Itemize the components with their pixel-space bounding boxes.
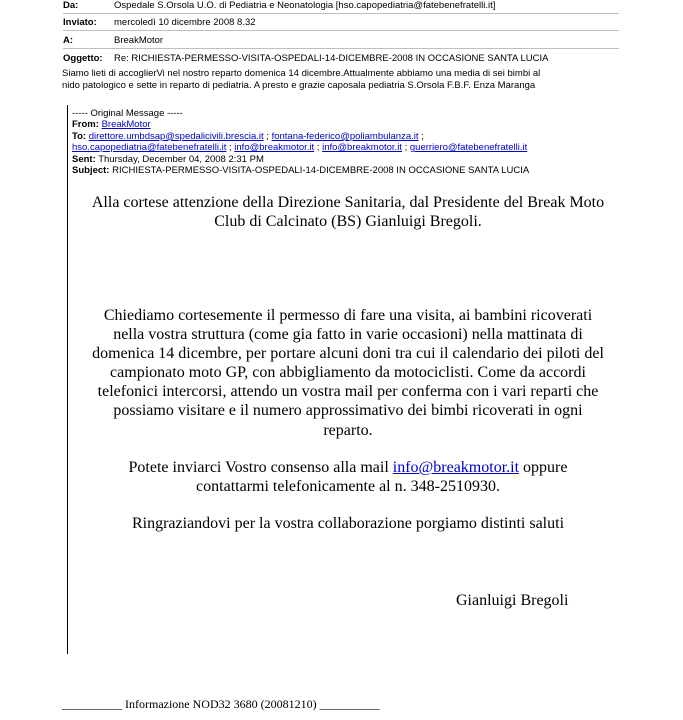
- header-divider: [63, 48, 619, 49]
- to-address-link[interactable]: guerriero@fatebenefratelli.it: [409, 142, 528, 154]
- original-from-label: From:: [72, 119, 99, 131]
- letter-line: possiamo visitare e il numero approssimativo dei bimbi ricoverati in ogni: [113, 402, 583, 420]
- letter-line: contattarmi telefonicamente al n. 348-2510930.: [196, 478, 500, 496]
- letter-line: campionato moto GP, con abbigliamento da motociclisti. Come da accordi: [110, 364, 586, 382]
- reply-line: nido patologico e sette in reparto di pediatria. A presto e grazie caposala pediatria S.Orsola F.B.F. Enza Maranga: [62, 80, 536, 91]
- to-separator: ;: [418, 130, 424, 142]
- header-sent-label: Inviato:: [63, 17, 97, 28]
- letter-line: Ringraziandovi per la vostra collaborazione porgiamo distinti saluti: [131, 515, 565, 532]
- to-address-link[interactable]: info@breakmotor.it: [234, 142, 315, 154]
- original-sent-value: Thursday, December 04, 2008 2:31 PM: [98, 153, 264, 165]
- letter-line: [68, 458, 628, 477]
- original-sent-row: [72, 154, 632, 165]
- letter-line: Alla cortese attenzione della Direzione Sanitaria, dal Presidente del Break Moto: [91, 194, 605, 211]
- header-to-value: BreakMotor: [114, 35, 164, 46]
- letter-line: domenica 14 dicembre, per portare alcuni doni tra cui il calendario dei piloti del: [92, 345, 604, 363]
- original-subject-row: [72, 165, 632, 176]
- header-sent-value: mercoledì 10 dicembre 2008 8.32: [114, 17, 256, 28]
- letter-line: telefonici intercorsi, attendo un vostra mail per conferma con i vari reparti che: [97, 383, 599, 401]
- to-address-link[interactable]: info@breakmotor.it: [322, 142, 402, 154]
- original-sent-label: Sent:: [72, 153, 96, 165]
- header-subject-value: Re: RICHIESTA-PERMESSO-VISITA-OSPEDALI-14-DICEMBRE-2008 IN OCCASIONE SANTA LUCIA: [114, 53, 549, 64]
- letter-line: Chiediamo cortesemente il permesso di fare una visita, ai bambini ricoverati: [103, 307, 593, 324]
- to-separator: ;: [263, 130, 272, 142]
- header-divider: [63, 30, 619, 31]
- original-heading: ----- Original Message -----: [72, 108, 183, 119]
- original-subject-value: RICHIESTA-PERMESSO-VISITA-OSPEDALI-14-DICEMBRE-2008 IN OCCASIONE SANTA LUCIA: [112, 165, 530, 177]
- header-divider: [63, 13, 619, 14]
- letter-greeting: [68, 193, 628, 231]
- header-subject-label: Oggetto:: [63, 53, 103, 64]
- consent-text: oppure: [519, 459, 568, 476]
- to-separator: ;: [401, 142, 410, 154]
- letter-signature: Gianluigi Bregoli: [456, 592, 569, 609]
- header-from-label: Da:: [63, 0, 79, 11]
- consent-email-link[interactable]: info@breakmotor.it: [392, 459, 520, 476]
- antivirus-footer: __________ Informazione NOD32 3680 (20081210) __________: [62, 697, 380, 711]
- to-address-link[interactable]: direttore.umbdsap@spedalicivili.brescia.it: [88, 130, 264, 142]
- consent-text: Potete inviarci Vostro consenso alla mail: [128, 459, 393, 476]
- original-to-row-continued: [72, 142, 632, 153]
- reply-line: Siamo lieti di accoglierVi nel nostro reparto domenica 14 dicembre.Attualmente abbiamo una media di sei bimbi al: [62, 68, 541, 79]
- original-to-label: To:: [72, 130, 87, 142]
- to-separator: ;: [226, 142, 235, 154]
- header-from-value: Ospedale S.Orsola U.O. di Pediatria e Neonatologia [hso.capopediatria@fatebenefratelli.it]: [114, 0, 496, 11]
- original-from-link[interactable]: BreakMotor: [101, 119, 151, 131]
- original-from-row: [72, 119, 632, 130]
- original-message-header: [72, 108, 632, 176]
- to-address-link[interactable]: fontana-federico@poliambulanza.it: [271, 130, 419, 142]
- header-to-label: A:: [63, 35, 74, 46]
- to-separator: ;: [314, 142, 323, 154]
- original-to-row: [72, 131, 632, 142]
- letter-line: reparto.: [323, 421, 373, 439]
- letter-thanks: [68, 514, 628, 533]
- letter-request: [68, 306, 628, 440]
- letter-consent: [68, 458, 628, 496]
- letter-line: nella vostra struttura (come gia fatto in varie occasioni) nella mattinata di: [113, 326, 583, 344]
- to-address-link[interactable]: hso.capopediatria@fatebenefratelli.it: [72, 142, 227, 154]
- letter-line: Club di Calcinato (BS) Gianluigi Bregoli.: [214, 213, 482, 231]
- original-subject-label: Subject:: [72, 165, 110, 177]
- reply-body: [62, 68, 622, 92]
